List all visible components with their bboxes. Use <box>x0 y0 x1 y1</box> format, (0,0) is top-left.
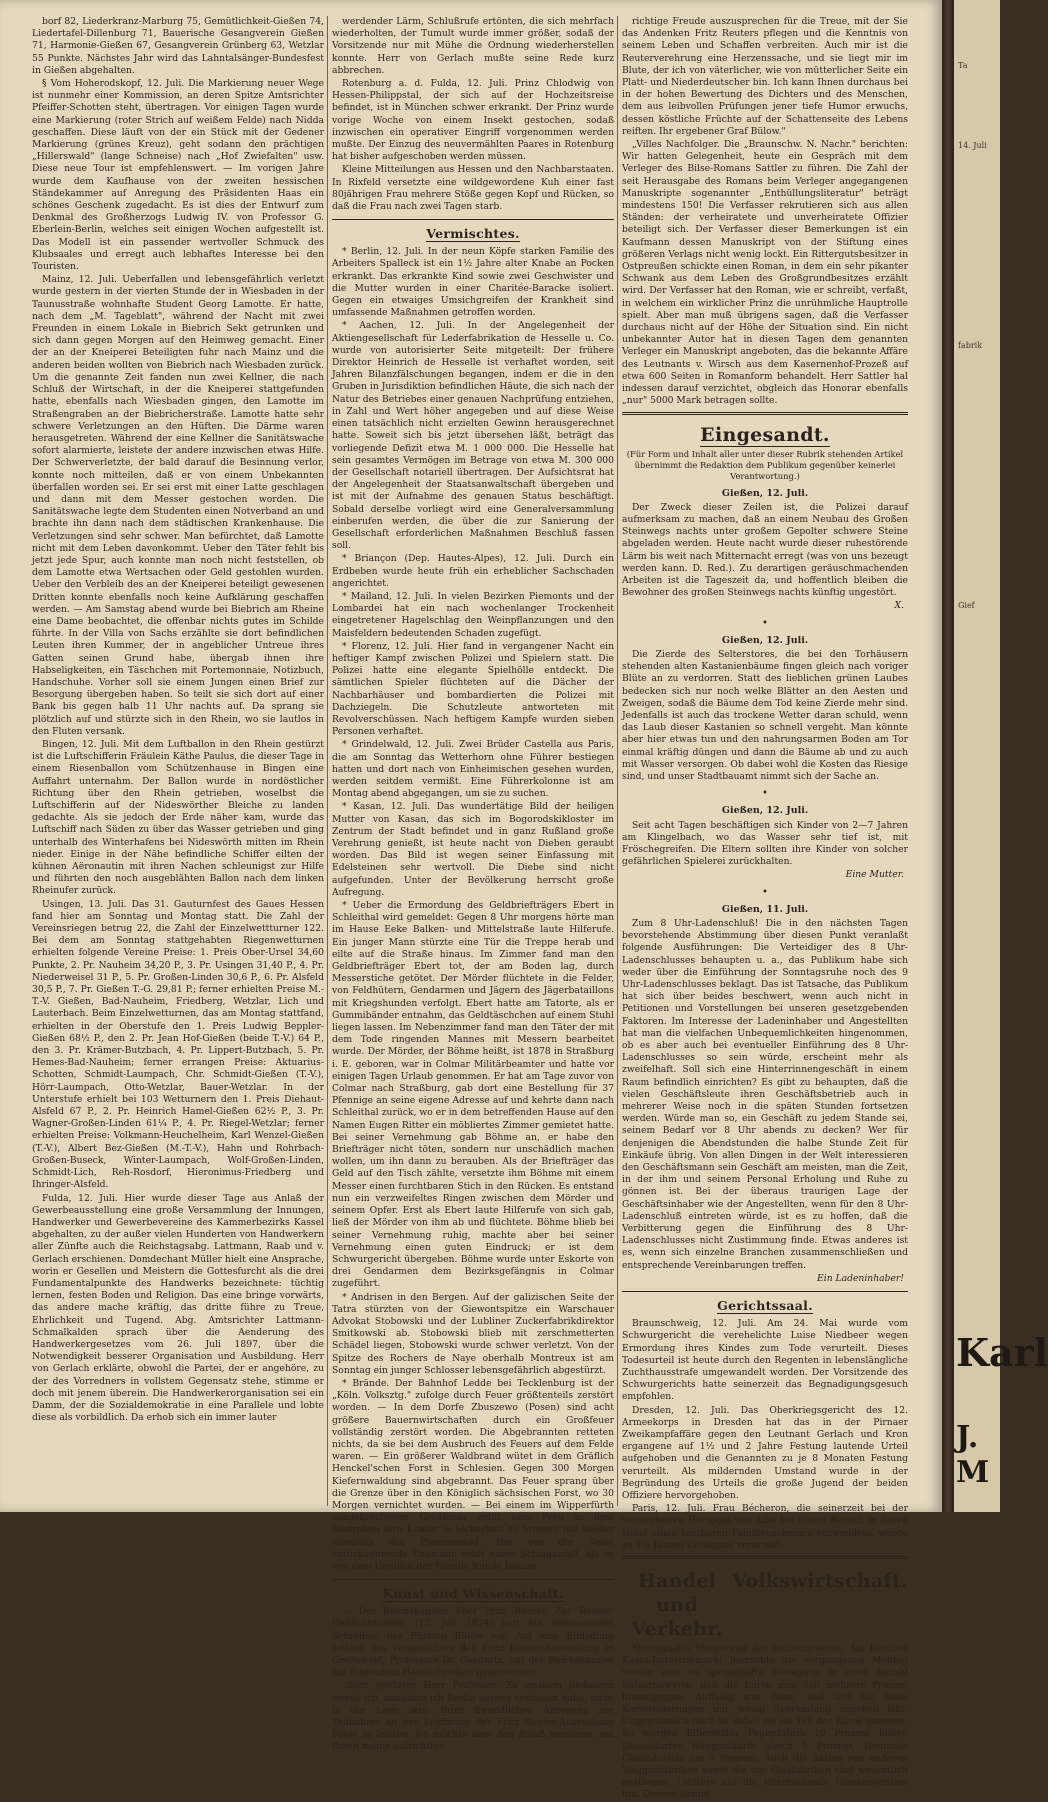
column-rule <box>617 16 618 1506</box>
article: Kleine Mitteilungen aus Hessen und den Nachbarstaaten. In Rixfeld versetzte eine wildgewordene Kuh einer fast 80jährigen Frau mehrere Stöße gegen Kopf und Rücken, so daß die Frau nach zwei Tagen starb. <box>332 164 614 213</box>
column-2 <box>332 16 614 1753</box>
letter: Zum 8 Uhr-Ladenschluß! Die in den nächsten Tagen bevorstehende Abstimmung über diesen Punkt veranlaßt folgende Ausführungen: Die Verteidiger des 8 Uhr-Ladenschlusses behaupten u. a., das Publikum habe sich weder über die Einführung der Sonntagsruhe noch des 9 Uhr-Ladenschlusses beklagt. Das ist Tatsache, das Publikum hat sich über beides beschwert, wenn auch nicht in Petitionen und Vorstellungen bei unseren gesetzgebenden Faktoren. Im Interesse der Ladeninhaber und Angestellten hat man die vielfachen Unbequemlichkeiten hingenommen, ob es aber auch bei eventueller Einführung des 8 Uhr-Ladenschlusses so sein würde, erscheint mehr als zweifelhaft. Soll sich eine Hinterrinnengeschäft in einem Raum befindlich einrichten? Es gibt zu behaupten, daß die vielen Geschäftsleute ihren Geschäftsbetrieb auch in mehrerer Weise noch in die späten Stunden fortsetzen werden. Würde man so, ein Geschäft zu jedem Stande sei, seinem Bedarf vor 8 Uhr abends zu decken? Wer für denjenigen die Abendstunden die halbe Stunde Zeit für Einkäufe übrig. Von allen Dingen in der Welt interessieren den Geschäftsmann sein Geschäft am meisten, man die Zeit, in der ihm und seinem Personal Erholung und Ruhe zu gönnen ist. Bei der überaus traurigen Lage der Geschäftsinhaber wie der Angestellten, wenn für den 8 Uhr-Ladenschluß eintreten würde, ist es zu hoffen, daß die Verbitterung gegen die Einführung des 8 Uhr-Ladenschlusses nicht Zustimmung finde. Etwas anderes ist es, wenn sich einzelne Branchen zusammenschließen und entsprechende Vereinbarungen treffen. <box>622 918 908 1271</box>
column-1 <box>32 16 324 1506</box>
dateline: Gießen, 12. Juli. <box>721 487 809 499</box>
section-heading-handel: Handel und Verkehr. <box>631 1569 723 1640</box>
article: * Berlin, 12. Juli. In der neun Köpfe starken Familie des Arbeiters Spalleck ist ein 1½ Jahre alter Knabe an Pocken erkrankt. Das erkrankte Kind sowie zwei Geschwister und die Mutter wurden in einer Charitée-Baracke isoliert. Gegen ein etwaiges Umsichgreifen der Krankheit sind umfassende Maßnahmen getroffen worden. <box>332 246 614 319</box>
article: Usingen, 13. Juli. Das 31. Gauturnfest des Gaues Hessen fand hier am Sonntag und Montag statt. Die Zahl der Vereinsriegen betrug 22, die Zahl der Einzelwettturner 122. Bei dem am Sonntag stattgehabten Riegenwetturnen erhielten folgende Vereine Preise: 1. Preis Ober-Ursel 34,60 Punkte, 2. Pr. Nauheim 34,20 P., 3. Pr. Usingen 31,40 P., 4. Pr. Niederweisel 31 P., 5. Pr. Großen-Linden 30,6 P., 6. Pr. Alsfeld 30,5 P., 7. Pr. Gießen T.-G. 29,81 P.; ferner erhielten Preise M.-T.-V. Gießen, Bad-Nauheim, Friedberg, Wetzlar, Lich und Lauterbach. Beim Einzelwetturnen, das am Montag stattfand, erhielten in der Oberstufe den 1. Preis Ludwig Beppler-Gießen 68½ P., den 2. Pr. Jean Hof-Gießen (beide T.-V.) 64 P., den 3. Pr. Krämer-Butzbach, 4. Pr. Lippert-Butzbach, 5. Pr. Hemes-Bad-Nauheim; ferner errangen Preise: Aktuarius-Schotten, Schmidt-Laumpach, Chr. Schmidt-Gießen (T.-V.), Hörr-Laumpach, Otto-Wetzlar, Bauer-Wetzlar. In der Unterstufe erhielt bei 103 Wetturnern den 1. Preis Diehaut-Alsfeld 67 P., 2. Pr. Heinrich Hamel-Gießen 62½ P., 3. Pr. Wagner-Großen-Linden 61¼ P., 4. Pr. Riegel-Wetzlar; ferner erhielten Preise: Volkmann-Heuchelheim, Karl Wenzel-Gießen (T.-V.), Albert Bez-Gießen (M.-T.-V.), Hahn und Rohrbach-Großen-Buseck, Winter-Laumpach, Wolf-Großen-Linden, Schmidt-Lich, Reh-Rosdorf, Hieronimus-Friedberg und Ihringer-Alsfeld. <box>32 898 324 1191</box>
adjacent-page-edge <box>954 0 1048 1512</box>
section-heading-row <box>622 1563 908 1643</box>
section-heading-kunst: Kunst und Wissenschaft. <box>382 1586 564 1602</box>
section-divider <box>622 1291 908 1292</box>
article: Sprunghafte Steigerung der Industriewerte. Am Berliner Kassa-Industriemarkt herrschte am vergangenen Montag wieder eine so sprunghafte Bewegung in einer Anzahl Industriewerte, daß die Kurse zum Teil mehrere Prozent hinaufgingen. Auffällig war dabei, daß sich für diese Kurssteigerungen nur wenig Begründung angeben läßt. Ungewöhnlich hoch ist dabei sei ein Teil der Kurse gezogen. So wurden Elberfelder Papierfabrik 10 Prozent höher, Düsseldorfer Waggonfabrik gleich 5 Prozent, Deutsche Glasindustrie um 4 Prozent. Auch die Aktien von anderen Waggonfabriken sowie die von Glasfabriken sind wesentlich gestiegen. Letztere auf die internationale Glaskonvention hin. Diesem Grund <box>622 1642 908 1801</box>
fragment-ad-heading: Karl <box>956 1330 1048 1375</box>
fragment-text: 14. Juli <box>958 141 987 150</box>
section-divider <box>622 412 908 415</box>
letter: Die Zierde des Selterstores, die bei den Torhäusern stehenden alten Kastanienbäume fingen gleich nach voriger Blüte an zu verdorren. Statt des lieblichen grünen Laubes bedecken sich nur noch welke Blätter an den Aesten und Zweigen, sodaß die Bäume dem Tod keine Zierde mehr sind. Jedenfalls ist auch das trockene Wetter daran schuld, wenn das Laub dieser Kastanien so schnell vergeht. Man könnte aber hier etwas tun und den nahrungsarmen Boden am Tor einmal kräftig düngen und dann die Bäume ab und zu auch mit Wasser versorgen. Ob dabei wohl die Kosten das Riesige sind, und unser Stadtbauamt nimmt sich der Sache an. <box>622 648 908 782</box>
article: * Andrisen in den Bergen. Auf der galizischen Seite der Tatra stürzten von der Giewontspitze ein Warschauer Advokat Stobowski und der Lubliner Zuckerfabrikdirektor Smitkowski ab. Stobowski blieb mit zerschmetterten Schädel liegen, Stobowski wurde schwer verletzt. Von der Spitze des Rochers de Naye oberhalb Montreux ist am Sonntag ein junger Schlosser lebensgefährlich abgestürzt. <box>332 1291 614 1376</box>
separator-dot: • <box>762 788 768 800</box>
article: * Aachen, 12. Juli. In der Angelegenheit der Aktiengesellschaft für Lederfabrikation de Hesselle u. Co. wurde von autorisierter Seite mitgeteilt: Der frühere Direktor Heinrich de Hesselle ist verhaftet worden, seit Jahren Bilanzfälschungen begangen, indem er die in den Gruben in Jurisdiktion befindlichen Häute, die sich nach der Natur des Betriebes einer genauen Nachprüfung entziehen, in Zahl und Wert höher angegeben und auf diese Weise einen tatsächlich nicht erzielten Gewinn herausgerechnet hatte. Soweit sich bis jetzt übersehen läßt, beträgt das vorliegende Defizit etwa M. 1 000 000. Die Hesselle hat sein gesamtes Vermögen im Betrage von etwa M. 300 000 der Gesellschaft notariell übertragen. Der Aufsichtsrat hat der Angelegenheit der Staatsanwaltschaft übergeben und ist mit der Aufnahme des genauen Status beschäftigt. Sobald derselbe vorliegt wird eine Generalversammlung einberufen werden, die über die zur Sanierung der Gesellschaft erforderlichen Maßnahmen Beschluß fassen soll. <box>332 320 614 552</box>
letter: Seit acht Tagen beschäftigen sich Kinder von 2—7 Jahren am Klingelbach, wo das Wasser sehr tief ist, mit Fröschegreifen. Die Eltern sollten ihre Kinder von solcher gefährlichen Spielerei zurückhalten. <box>622 819 908 868</box>
section-divider <box>332 219 614 220</box>
section-heading-vermischtes: Vermischtes. <box>426 226 520 242</box>
page-gutter <box>942 0 954 1512</box>
dateline: Gießen, 11. Juli. <box>721 903 809 915</box>
article: Dresden, 12. Juli. Das Oberkriegsgericht des 12. Armeekorps in Dresden hat das in der Pirnaer Zweikampfaffäre gegen den Leutnant Gerlach und Kron ergangene auf 1½ und 2 Jahre Festung lautende Urteil aufgehoben und die Genannten zu je 8 Monaten Festung verurteilt. Als mildernden Umstand wurde in der Begründung des Urteils die große Jugend der beiden Offiziere hervorgehoben. <box>622 1404 908 1501</box>
fragment-text: fabrik <box>958 341 983 350</box>
fragment-text: Gief <box>958 601 975 610</box>
letter-signature: Ein Ladeninhaber! <box>817 1272 904 1284</box>
article: „Villes Nachfolger. Die „Braunschw. N. Nachr." berichten: Wir hatten Gelegenheit, heute ein Gespräch mit dem Verleger des Bilse-Romans Sattler zu führen. Die Zahl der seit Herausgabe des Romans beim Verleger angegangenen Manuskripte sogenannter „Enthüllungsliteratur" beträgt mindestens 150! Die Verfasser rekrutieren sich aus allen Ständen: der verheiratete und unverheiratete Offizier beteiligt sich. Der Verfasser dieser Bemerkungen ist ein Kaufmann dessen Manuskript von der Stiftung eines größeren Verlags nicht wenig lockt. Ein Rittergutsbesitzer in Ostpreußen schickte einen Roman, in dem ein sehr pikanter Schwank aus dem Leben des Großgrundbesitzes erzählt wird. Der Verfasser hat den Roman, wie er schreibt, verfaßt, in welchem ein wirklicher Prinz die unrühmliche Hauptrolle spielt. Aber man muß übrigens sagen, daß die Verfasser durchaus nicht auf der Höhe der Situation sind. Ein nicht unbekannter Autor hat in diesen Tagen dem genannten Verleger ein Manuskript angeboten, das die bekannte Affäre des Leutnants v. Wirsch aus dem Kasernenhof-Prozeß auf etwa 600 Seiten in Romanform behandelt. Herr Sattler hal indessen darauf verzichtet, obgleich das Honorar ebenfalls „nur" 5000 Mark betragen sollte. <box>622 139 908 407</box>
article: Bingen, 12. Juli. Mit dem Luftballon in den Rhein gestürzt ist die Luftschifferin Fräulein Käthe Paulus, die dieser Tage in einem Riesenballon vom Schützenhause in Bingen eine Auffahrt unternahm. Der Ballon wurde in nordöstlicher Richtung über den Rhein getrieben, woselbst die Luftschifferin auf der Nideswörther Bleiche zu landen gedachte. Als sie jedoch der Erde näher kam, wurde das Luftschiff nach Süden zu über das Wasser getrieben und ging unterhalb des Winterhafens bei Nideswörth mitten im Rhein nieder. Einige in der Nähe befindliche Schiffer eilten der kühnen Aëronautin mit ihren Nachen schleunigst zur Hilfe und führten den noch ausgeblähten Ballon nach dem linken Rheinufer zurück. <box>32 738 324 897</box>
article: Braunschweig, 12. Juli. Am 24. Mai wurde vom Schwurgericht die verehelichte Luise Niedbeer wegen Ermordung ihres Kindes zum Tode verurteilt. Dieses Todesurteil ist heute durch den Regenten in lebenslängliche Zuchthausstrafe umgewandelt worden. Der Vorsitzende des Schwurgerichts hatte seinerzeit das Begnadigungsgesuch empfohlen. <box>622 1318 908 1403</box>
dateline: Gießen, 12. Juli. <box>721 805 809 817</box>
article: werdender Lärm, Schlußrufe ertönten, die sich mehrfach wiederholten, der Tumult wurde immer größer, sodaß der Vorsitzende nur mit Mühe die Ordnung wiederherstellen konnte. Herr von Gerlach mußte seine Rede kurz abbrechen. <box>332 16 614 76</box>
article: * Mailand, 12. Juli. In vielen Bezirken Piemonts und der Lombardei hat ein nach wochenlanger Trockenheit eingetretener Hagelschlag den Weinpflanzungen und den Maisfeldern bedeutenden Schaden zugefügt. <box>332 590 614 639</box>
column-3 <box>622 16 908 1801</box>
article: „Sehr geehrter Herr Professor. Zu meinem Bedauern werde ich, nachdem ich Berlin bereits verlassen habe, nicht in der Lage sein, Ihrer freundlichen Anregung zur Teilnahme an der Eröffnung der Fritz Reuter-Ausstellung Folge zu leisten. Ich möchte aber den Anlaß benutzen, um Ihnen meine aufrichtige <box>332 1680 614 1753</box>
article: — Der Reichskanzler über Fritz Reuter. Zur Reuter-Gedächtnisfeier (12. Juli 1874) legt ein interessantes Schreiben des Fürsten Bülow vor. Auf eine Einladung seitens des Veranstalters der Fritz Reuter-Ausstellung in Greifswald, Professors Dr. Gaedertz, hat der Reichskanzler mit folgendem Handschreiben geantwortet: <box>332 1606 614 1679</box>
section-divider <box>332 1579 614 1580</box>
article: * Brände. Der Bahnhof Ledde bei Tecklenburg ist der „Köln. Volksztg." zufolge durch Feuer größtenteils zerstört worden. — In dem Dorfe Zbuszewo (Posen) sind acht größere Bauernwirtschaften durch ein Großfeuer vollständig zerstört worden. Die Abgebrannten retteten nichts, da sie bei dem Ausbruch des Feuers auf dem Felde waren. — Ein größerer Waldbrand wütet in dem Gräflich Henckel'schen Forst in Schlesien. Gegen 300 Morgen Kiefernwaldung sind abgebrannt. Das Feuer sprang über die Grenze über in den Königlich sächsischen Forst, wo 30 Morgen vernichtet wurden. — Bei einem im Wipperfürth ausgebrochenen Großfeuer erlitt eine Frau in dem Bestreben ihre Kinder in Sicherheit zu bringen mit beiden ebenfalls den Flammentod. Der von der Reise zurückkehrende Ehemann erlitt einen Schlaganfall, als er von dem Unglück der Familie Kunde bekam. <box>332 1377 614 1572</box>
article: * Ueber die Ermordung des Geldbriefträgers Ebert in Schleithal wird gemeldet: Gegen 8 Uhr morgens hörte man im Hause Eeke Balken- und Mittelstraße laute Hilferufe. Ein junger Mann stürzte eine Tür die Treppe herab und eilte auf die Straße hinaus. Im Zimmer fand man den Geldbriefträger Ebert tot, der am Boden lag, durch Messerstiche getötet. Der Mörder flüchtete in die Felder, von Feldhütern, Gendarmen und Jägern des Jägerbataillons mit Kriegshunden verfolgt. Ebert hatte am Tatorte, als er Gummibänder entnahm, das Geldtäschchen auf einem Stuhl liegen lassen. Im Nebenzimmer fand man den Täter der mit dem Tode ringenden Mannes mit Messern bearbeitet wurde. Der Mörder, der Böhme heißt, ist 1878 in Straßburg i. E. geboren, war in Colmar Militärbeamter und hatte vor einigen Tagen Urlaub genommen. Er hat am Tage zuvor von Colmar nach Straßburg, gab dort eine Bestellung für 37 Pfennige an seine eigene Adresse auf und kehrte dann nach Schleithal zurück, wo er in dem betreffenden Hause auf den Namen Eugen Ritter ein möbliertes Zimmer gemietet hatte. Bei seiner Vernehmung gab Böhme an, er habe den Briefträger nicht töten, sondern nur unschädlich machen wollen, um ihn dann zu berauben. Als der Briefträger das Geld auf den Tisch zählte, versetzte ihm Böhme mit einem Messer einen furchtbaren Stich in den Rücken. Es entstand nun ein verzweifeltes Ringen zwischen dem Mörder und seinem Opfer. Erst als Ebert laute Hilferufe von sich gab, ließ der Mörder von ihm ab und flüchtete. Böhme blieb bei seiner Vernehmung ruhig, machte aber bei seiner Vernehmung einen guten Eindruck; er ist dem Schwurgericht übergeben. Böhme wurde unter Eskorte von drei Gendarmen dem Bezirksgefängnis in Colmar zugeführt. <box>332 900 614 1290</box>
separator-dot: • <box>762 886 768 898</box>
article: Rotenburg a. d. Fulda, 12. Juli. Prinz Chlodwig von Hessen-Philippstal, der sich auf der Hochzeitsreise befindet, ist in München schwer erkrankt. Der Prinz wurde vorige Woche von einem Insekt gestochen, sodaß inzwischen ein operativer Eingriff vorgenommen werden mußte. Der Einzug des neuvermählten Paares in Rotenburg hat bisher aufgeschoben werden müssen. <box>332 78 614 163</box>
article: richtige Freude auszusprechen für die Treue, mit der Sie das Andenken Fritz Reuters pflegen und die Kenntnis von seinem Leben und Schaffen verbreiten. Auch mir ist die Reuterverehrung eine Herzenssache, und sie liegt mir im Blute, der ich von väterlicher, wie von mütterlicher Seite ein Platt- und Niederdeutscher bin. Ich kann Ihnen durchaus bei in der hohen Bewertung des Dichters und des Menschen, dem aus leibvollen Prüfungen jener tiefe Humor erwuchs, dessen köstliche Früchte auf der Schattenseite des Lebens reiften. Ihr ergebener Graf Bülow." <box>622 16 908 137</box>
letter-signature: Eine Mutter. <box>845 869 904 881</box>
section-note: (Für Form und Inhalt aller unter dieser Rubrik stehenden Artikel übernimmt die Redaktion dem Publikum gegenüber keinerlei Verantwortung.) <box>626 448 904 481</box>
column-rule <box>327 16 328 1506</box>
fragment-ad-heading: J. M <box>956 1420 990 1490</box>
article: Fulda, 12. Juli. Hier wurde dieser Tage aus Anlaß der Gewerbeausstellung eine große Versammlung der Innungen, Handwerker und Gewerbevereine des Kammerbezirks Kassel abgehalten, zu der außer vielen Hunderten von Handwerkern aller Zünfte auch die Reichstagsabg. Lattmann, Raab und v. Gerlach erschienen. Domdechant Müller hielt eine Ansprache, worin er Gesellen und Meistern die Gottesfurcht als die drei Fundamentalpunkte des Handwerks bezeichnete: tüchtig lernen, festen Boden und Religion. Das eine bringe vorwärts, das andere mache kräftig, das dritte führe zu Treue, Ehrlichkeit und Tugend. Abg. Amtsrichter Lattmann-Schmalkalden sprach über die Aenderung des Handwerkergesetzes vom 26. Juli 1897, über die Notwendigkeit besserer Organisation und Ausbildung. Herr von Gerlach erklärte, obwohl die Partei, der er angehöre, zu der des Vorredners in vollstem Gegensatz stehe, stimme er doch mit jenem überein. Die Handwerkerorganisation sei ein Damm, der die Sozialdemokratie in eine Parallele und lobte diese als vorbildlich. Da erhob sich ein immer lauter <box>32 1192 324 1424</box>
fragment-text: Ta <box>958 61 968 70</box>
letter: Der Zweck dieser Zeilen ist, die Polizei darauf aufmerksam zu machen, daß an einem Neubau des Großen Steinwegs nachts unter großem Gepolter schwere Steine abgeladen werden. Heute nacht wurde dieser ruhestörende Lärm bis weit nach Mitternacht erregt (was von uns bezeugt werden kann. D. Red.). Zu derartigen geräuschmachenden Arbeiten ist die Tageszeit da, und hoffentlich bleiben die Bewohner des großen Steinwegs nachts künftig ungestört. <box>622 501 908 599</box>
article: § Vom Hoherodskopf, 12. Juli. Die Markierung neuer Wege ist nunmehr einer Kommission, an deren Spitze Amtsrichter Pfeiffer-Schotten steht, übertragen. Vor einigen Tagen wurde eine Markierung (roter Strich auf weißem Felde) nach Nidda geschaffen. Diese läuft von der ein Stück mit der Gedener Markierung (grünes Kreuz), geht sodann den prächtigen „Hillerswald" (lange Schneise) nach „Hof Zwiefalten" usw. Diese neue Tour ist empfehlenswert. — Im vorigen Jahre wurde dem Kaufhause von der zweiten hessischen Ständekammer auf Anregung des Präsidenten Haas ein schönes Geschenk zugedacht. Es ist dies der Entwurf zum Denkmal des Großherzogs Ludwig IV. von Professor G. Eberlein-Berlin, welches seit einigen Wochen aufgestellt ist. Das Modell ist ein passender wertvoller Schmuck des Klubsaales und erregt auch lebhaftes Interesse bei den Touristen. <box>32 78 324 273</box>
section-heading-volkswirtschaft: Volkswirtschaft. <box>732 1569 908 1592</box>
section-divider <box>622 1556 908 1559</box>
separator-dot: • <box>762 617 768 629</box>
article: borf 82, Liederkranz-Marburg 75, Gemütlichkeit-Gießen 74, Liedertafel-Dillenburg 71, Bauerische Gesangverein Gießen 71, Harmonie-Gießen 67, Gesangverein Grünberg 63, Wetzlar 55 Punkte. Nächstes Jahr wird das Lahntalsänger-Bundesfest in Gießen abgehalten. <box>32 16 324 76</box>
section-heading-eingesandt: Eingesandt. <box>700 423 830 446</box>
article: * Grindelwald, 12. Juli. Zwei Brüder Castella aus Paris, die am Sonntag das Wetterhorn ohne Führer bestiegen hatten und dort nach von Einheimischen gesehen wurden, werden seitdem vermißt. Eine Führerkolonne ist am Montag abend abgegangen, um sie zu suchen. <box>332 739 614 800</box>
article: Mainz, 12. Juli. Ueberfallen und lebensgefährlich verletzt wurde gestern in der vierten Stunde der in Wiesbaden in der Taunusstraße wohnhafte Student Georg Lamotte. Er hatte, nach dem „M. Tageblatt", während der Nacht mit zwei Freunden in einem Lokale in Biebrich Sekt getrunken und sich dann gegen Morgen auf den Heimweg gemacht. Einer der an der Kneiperei Beteiligten fuhr nach Mainz und die anderen beiden wollten von Biebrich nach Wiesbaden zurück. Um die genannte Zeit fanden nun zwei Kellner, die nach Schluß der Wirtschaft, in der die Kneiperei stattgefunden hatte, ebenfalls nach Wiesbaden gingen, den Lamotte im Straßengraben an der Biebricherstraße. Lamotte hatte sehr schwere Verletzungen an den Hüften. Die Därme waren herausgetreten. Während der eine Kellner die Sanitätswache sofort alarmierte, leistete der andere inzwischen etwas Hilfe. Der Schwerverletzte, der bald darauf die Besinnung verlor, konnte noch mitteilen, daß er von einem Unbekannten überfallen worden sei. Er sei erst mit einer Latte geschlagen und dann mit dem Messer gestochen worden. Die Sanitätswache legte dem Studenten einen Notverband an und brachte ihn dann nach dem städtischen Krankenhause. Die Verletzungen sind sehr schwer. Man befürchtet, daß Lamotte nicht mit dem Leben davonkommt. Ueber den Täter fehlt bis jetzt jede Spur, auch konnte man noch nicht feststellen, ob dem Lamotte etwa Wertsachen oder Geld gestohlen wurden. Ueber den Verbleib des an der Kneiperei beteiligt gewesenen Dritten konnte ebenfalls noch keine Aufklärung geschaffen werden. — Am Samstag abend wurde bei Biebrich am Rheine eine Dame beobachtet, die offenbar nichts gutes im Schilde führte. In der Villa von Sachs erzählte sie dort befindlichen Leuten ihren Kummer, der in angeblicher Untreue ihres Gatten seinen Grund habe, übergab ihnen ihre Habseligkeiten, ein Täschchen mit Portemonnaie, Notizbuch, Handschuhe. Vorher soll sie einem Jungen einen Brief zur Besorgung übergeben haben. So teilt sie sich dort auf einer Bank bis gegen halb 11 Uhr nachts auf. Da sprang sie plötzlich auf und stürzte sich in den Rhein, wo sie lautlos in den Fluten versank. <box>32 274 324 737</box>
letter-signature: X. <box>894 600 904 612</box>
article: * Kasan, 12. Juli. Das wundertätige Bild der heiligen Mutter von Kasan, das sich im Bogorodskikloster im Zentrum der Stadt befindet und in ganz Rußland große Verehrung genießt, ist heute nacht von Dieben geraubt worden. Das Bild ist wegen seiner Einfassung mit Edelsteinen sehr wertvoll. Die Diebe sind nicht aufgefunden. Unter der Bevölkerung herrscht große Aufregung. <box>332 801 614 898</box>
article: * Briançon (Dep. Hautes-Alpes), 12. Juli. Durch ein Erdbeben wurde heute früh ein erheblicher Sachschaden angerichtet. <box>332 553 614 589</box>
dateline: Gießen, 12. Juli. <box>721 634 809 646</box>
section-heading-gerichtssaal: Gerichtssaal. <box>717 1298 813 1314</box>
article: * Florenz, 12. Juli. Hier fand in vergangener Nacht ein heftiger Kampf zwischen Polizei und Spielern statt. Die Polizei hatte eine elegante Spielhölle entdeckt. Die sämtlichen Spieler flüchteten auf die Dächer der Nachbarhäuser und bombardierten die Polizei mit Dachziegeln. Die Schutzleute antworteten mit Revolverschüssen. Nach heftigem Kampfe wurden sieben Personen verhaftet. <box>332 640 614 738</box>
article: Paris, 12. Juli. Frau Bécheron, die seinerzeit bei der verstorbenen Herzogin von Alba bei einem Besuch in deren Hotel einen kostbaren Familienschmuck entwendete, wurde zu 1½ Jahren Gefängnis verurteilt. <box>622 1503 908 1551</box>
